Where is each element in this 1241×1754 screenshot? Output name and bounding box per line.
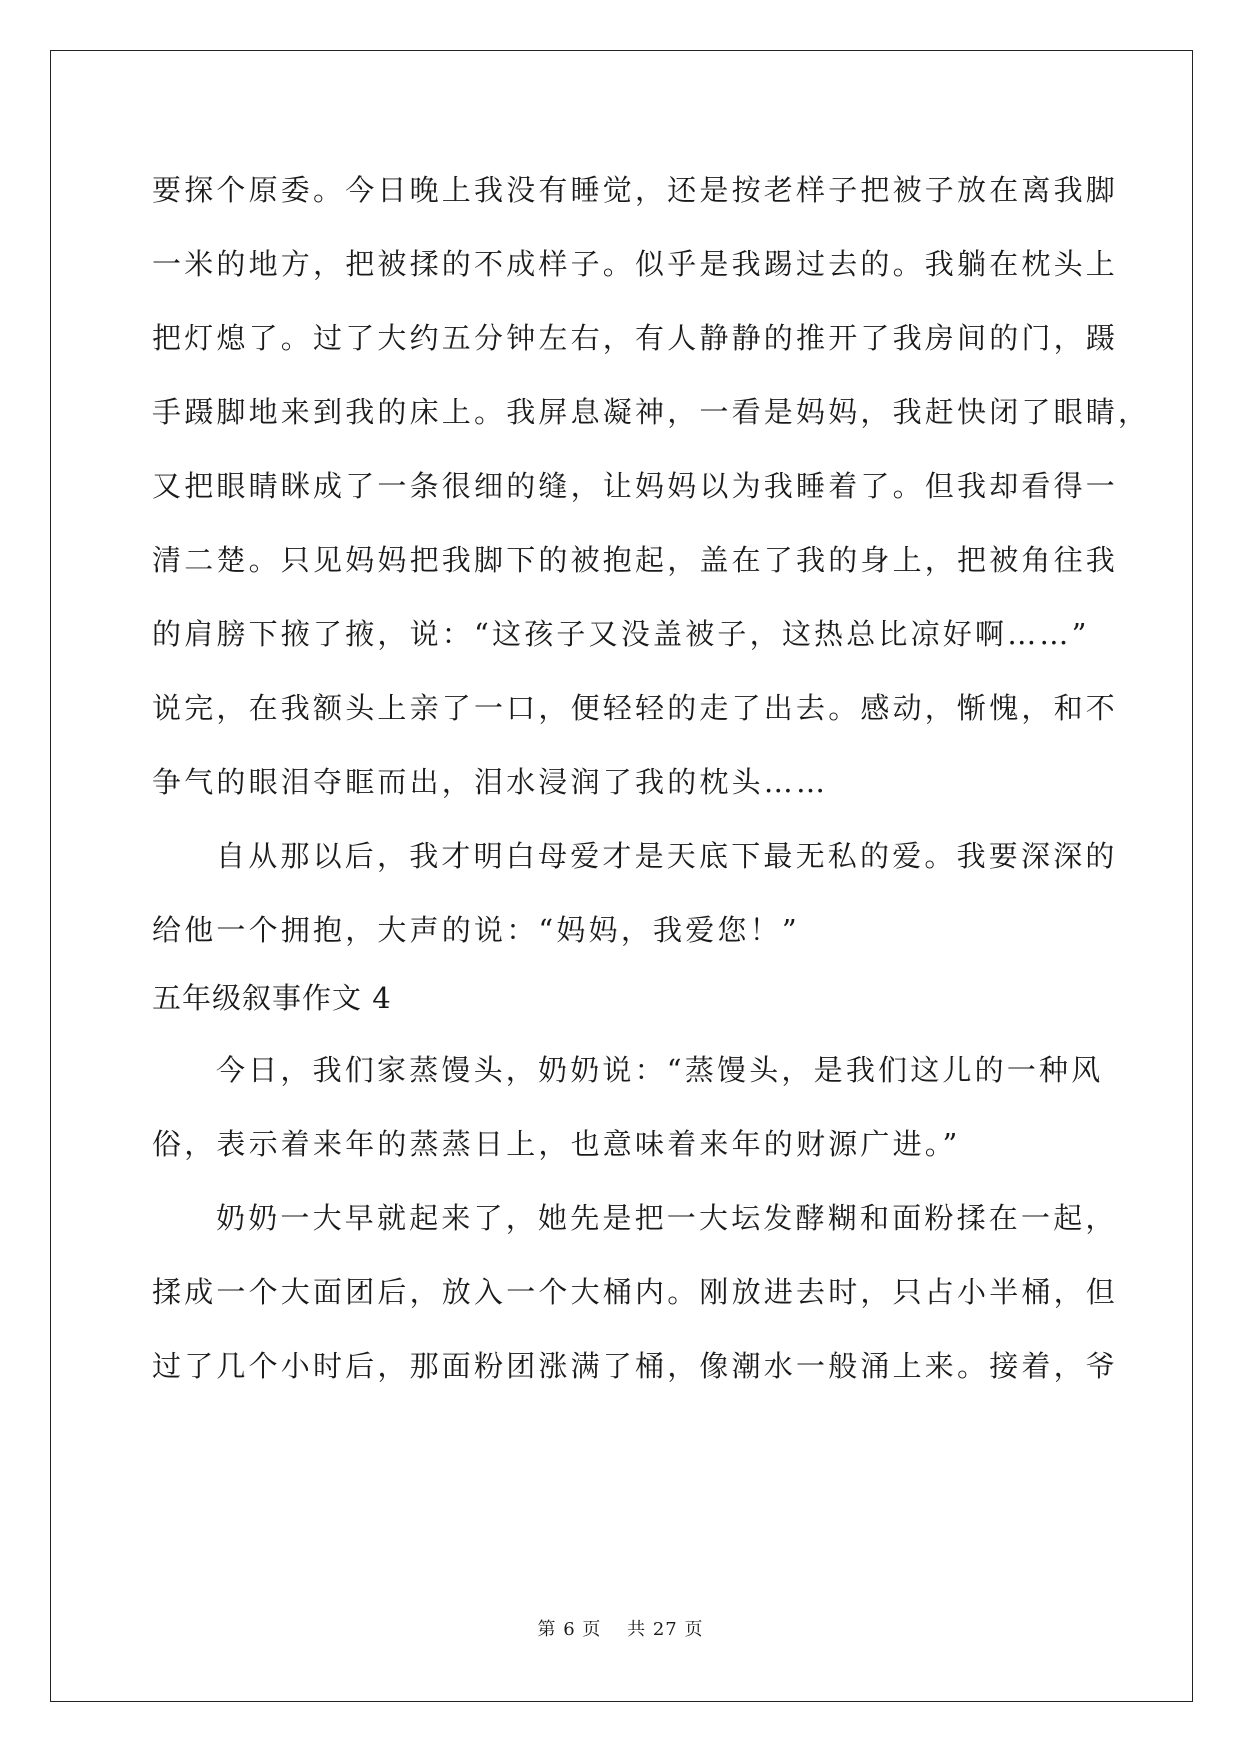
body-line: 俗，表示着来年的蒸蒸日上，也意味着来年的财源广进。” [152, 1127, 961, 1161]
paragraph-first-line: 奶奶一大早就起来了，她先是把一大坛发酵糊和面粉揉在一起， [216, 1201, 1118, 1235]
body-line: 过了几个小时后，那面粉团涨满了桶，像潮水一般涌上来。接着，爷 [152, 1349, 1119, 1383]
body-line: 的肩膀下掖了掖，说：“这孩子又没盖被子，这热总比凉好啊……” [152, 617, 1090, 651]
paragraph-first-line: 自从那以后，我才明白母爱才是天底下最无私的爱。我要深深的 [216, 839, 1118, 873]
body-line: 争气的眼泪夺眶而出，泪水浸润了我的枕头…… [152, 765, 829, 799]
section-heading: 五年级叙事作文 4 [152, 981, 392, 1015]
body-line: 手蹑脚地来到我的床上。我屏息凝神，一看是妈妈，我赶快闭了眼睛， [152, 395, 1151, 429]
page-border [50, 50, 1193, 1702]
paragraph-first-line: 今日，我们家蒸馒头，奶奶说：“蒸馒头，是我们这儿的一种风 [216, 1053, 1104, 1087]
page-number-footer: 第 6 页 共 27 页 [537, 1619, 704, 1640]
body-line: 揉成一个大面团后，放入一个大桶内。刚放进去时，只占小半桶，但 [152, 1275, 1119, 1309]
body-line: 给他一个拥抱，大声的说：“妈妈，我爱您！” [152, 913, 800, 947]
body-line: 又把眼睛眯成了一条很细的缝，让妈妈以为我睡着了。但我却看得一 [152, 469, 1119, 503]
body-line: 一米的地方，把被揉的不成样子。似乎是我踢过去的。我躺在枕头上 [152, 247, 1119, 281]
body-line: 说完，在我额头上亲了一口，便轻轻的走了出去。感动，惭愧，和不 [152, 691, 1119, 725]
body-line: 把灯熄了。过了大约五分钟左右，有人静静的推开了我房间的门，蹑 [152, 321, 1119, 355]
body-line: 要探个原委。今日晚上我没有睡觉，还是按老样子把被子放在离我脚 [152, 173, 1119, 207]
body-line: 清二楚。只见妈妈把我脚下的被抱起，盖在了我的身上，把被角往我 [152, 543, 1119, 577]
